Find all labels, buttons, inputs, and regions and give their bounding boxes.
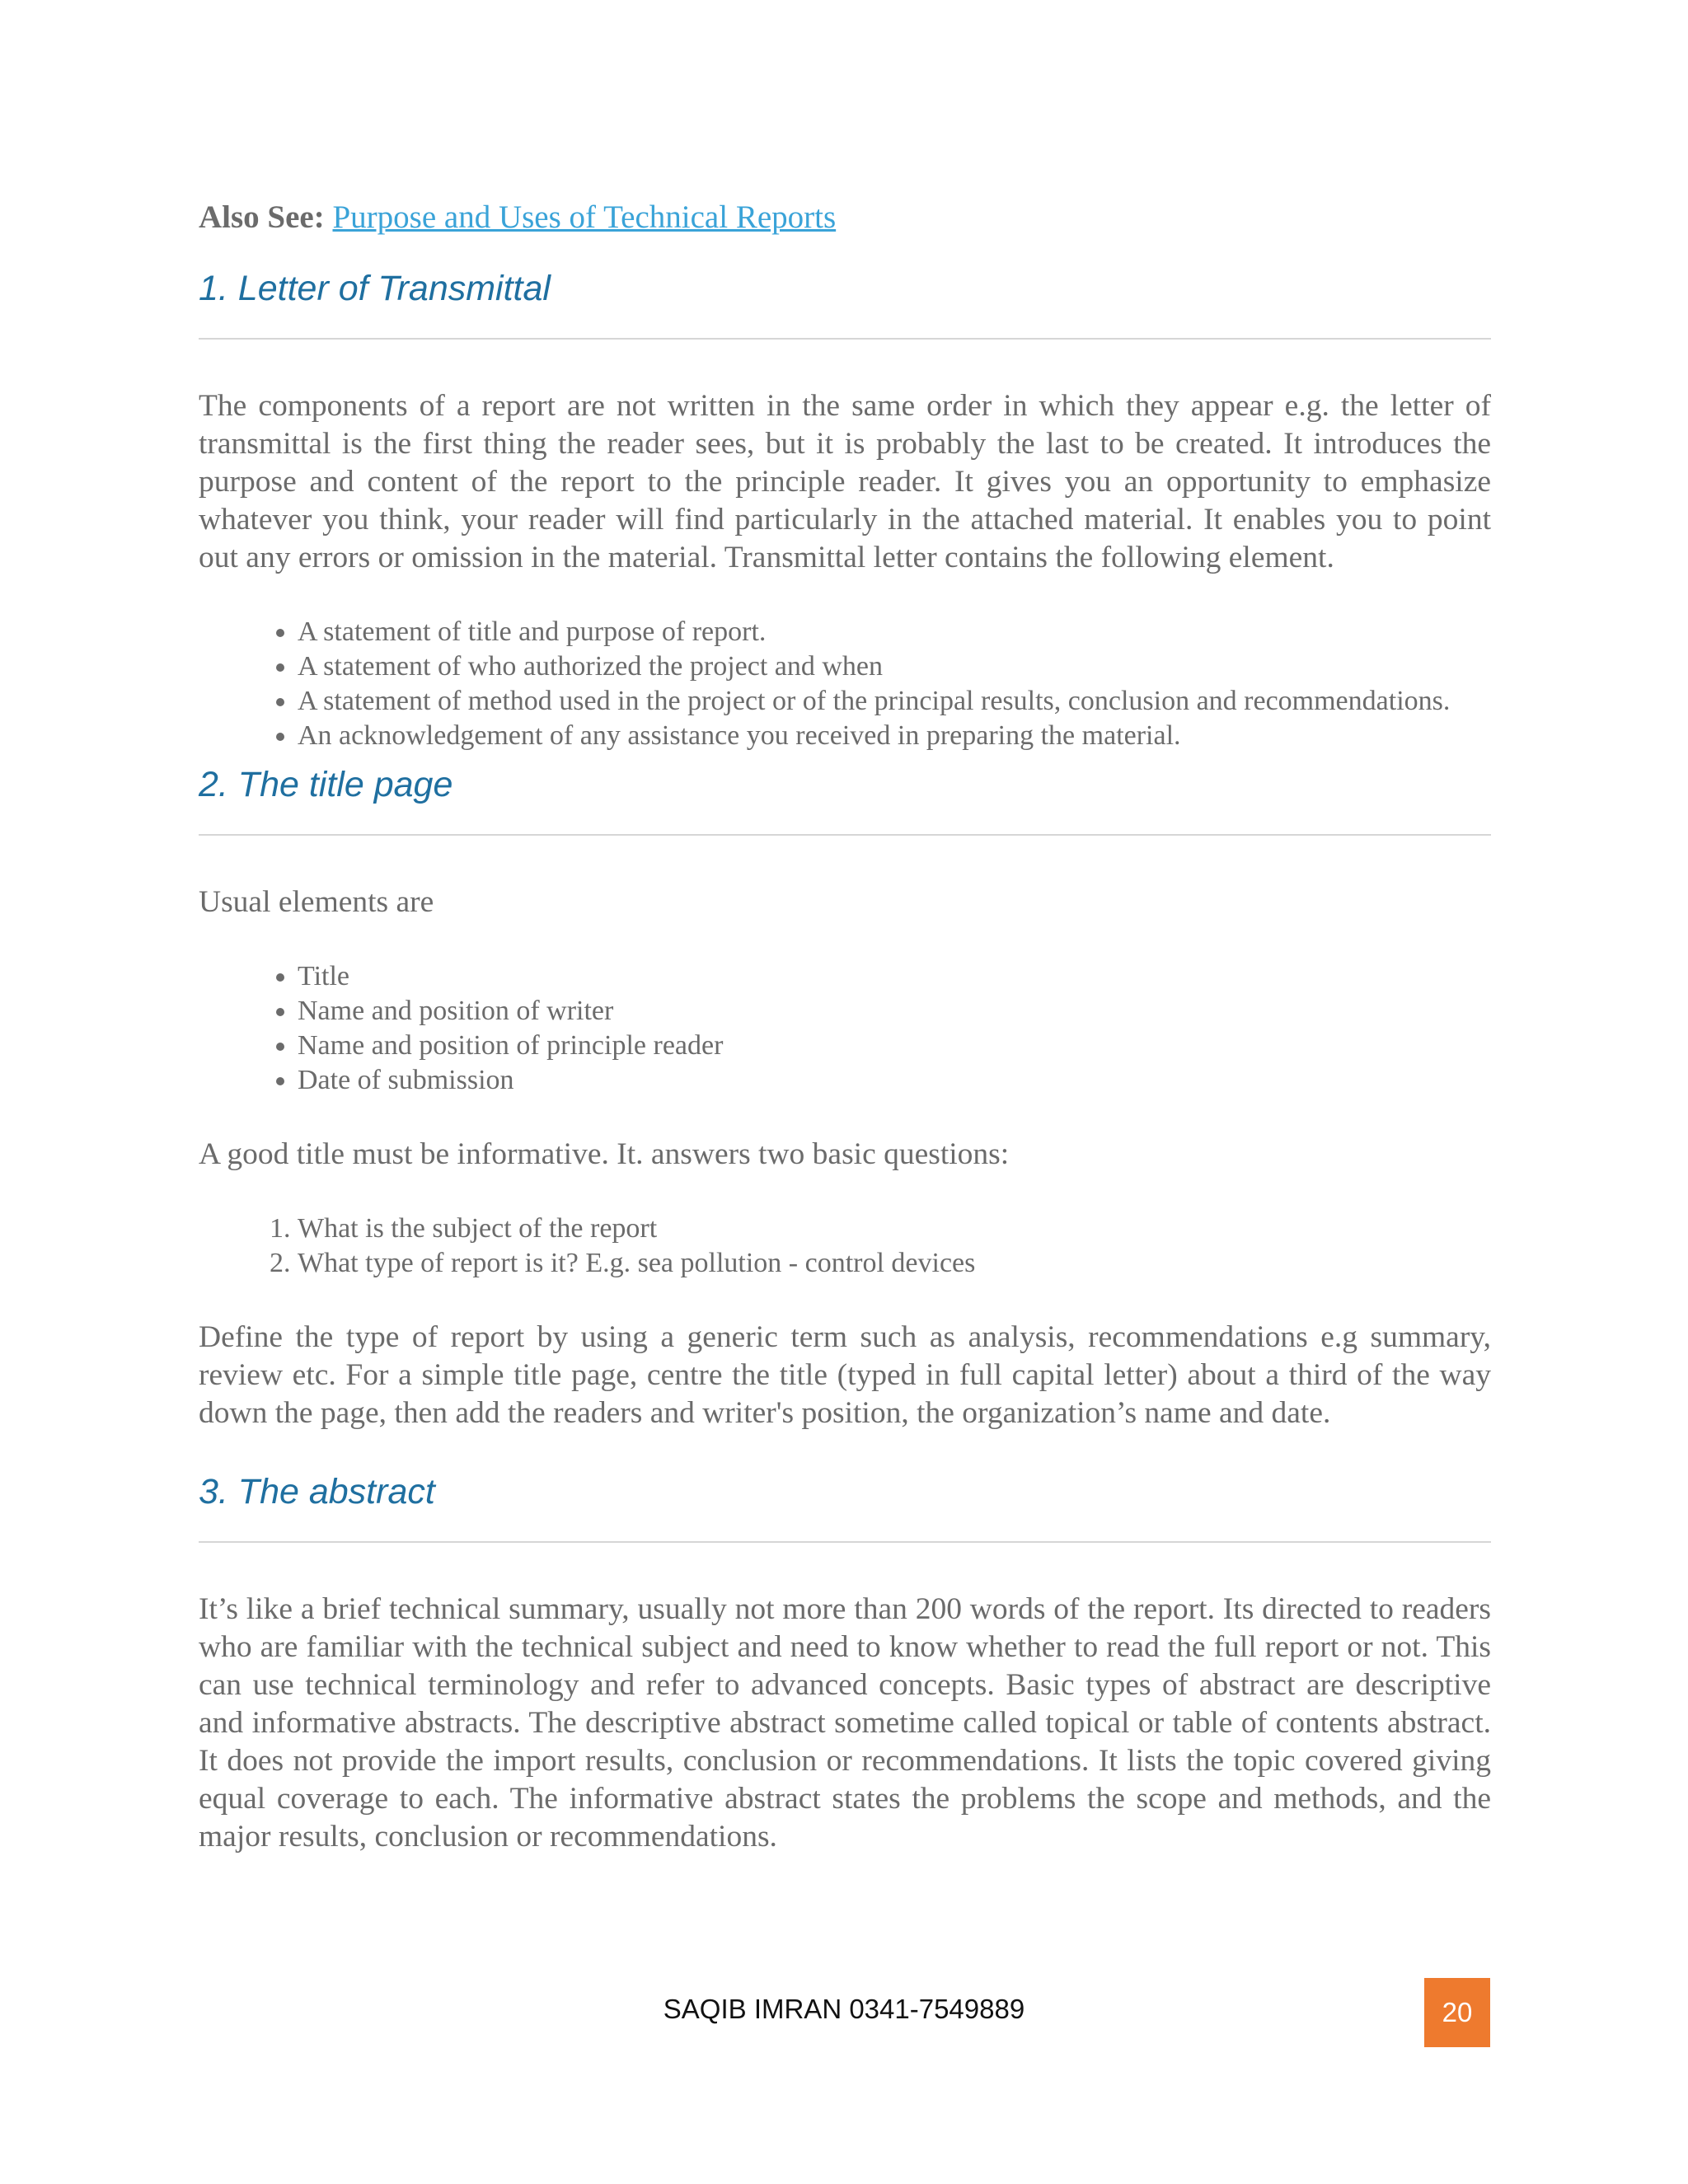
list-item: • An acknowledgement of any assistance you received in preparing the material. bbox=[298, 719, 1491, 753]
title-page-bullet-list bbox=[199, 959, 1491, 1098]
list-item: • Name and position of writer bbox=[298, 994, 1491, 1029]
also-see-link[interactable]: Purpose and Uses of Technical Reports bbox=[332, 199, 837, 235]
good-title-paragraph: A good title must be informative. It. answers two basic questions: bbox=[199, 1137, 1010, 1171]
title-questions-list bbox=[199, 1212, 1491, 1281]
list-item: • Name and position of principle reader bbox=[298, 1029, 1491, 1063]
section-heading-letter-of-transmittal: 1. Letter of Transmittal bbox=[199, 269, 551, 308]
title-page-intro: Usual elements are bbox=[199, 885, 434, 919]
list-item: • Title bbox=[298, 959, 1491, 994]
section-divider bbox=[199, 1541, 1491, 1543]
list-item: • A statement of title and purpose of report. bbox=[298, 615, 1491, 649]
transmittal-bullet-list bbox=[199, 615, 1491, 753]
transmittal-paragraph: The components of a report are not written in the same order in which they appear e.g. the letter of transmittal is the first thing the reader sees, but it is probably the last to be created. It introduces the purpose and content of the report to the principle reader. It gives you an opportunity to emphasize whatever you think, your reader will find particularly in the attached material. It enables you to point out any errors or omission in the material. Transmittal letter contains the following element. bbox=[199, 389, 1491, 574]
footer-author: SAQIB IMRAN 0341-7549889 bbox=[663, 1994, 1025, 2024]
list-item: • A statement of method used in the project or of the principal results, conclusion and recommendations. bbox=[298, 684, 1491, 719]
list-item: 1. What is the subject of the report bbox=[298, 1212, 1491, 1246]
abstract-paragraph: It’s like a brief technical summary, usually not more than 200 words of the report. Its directed to readers who are familiar with the technical subject and need to know whether to read the full report or not. This can use technical terminology and refer to advanced concepts. Basic types of abstract are descriptive and informative abstracts. The descriptive abstract sometime called topical or table of contents abstract. It does not provide the import results, conclusion or recommendations. It lists the topic covered giving equal coverage to each. The informative abstract states the problems the scope and methods, and the major results, conclusion or recommendations. bbox=[199, 1592, 1491, 1854]
list-item: • Date of submission bbox=[298, 1063, 1491, 1098]
page-content bbox=[199, 191, 1491, 1856]
section-heading-abstract: 3. The abstract bbox=[199, 1472, 435, 1511]
section-divider bbox=[199, 338, 1491, 340]
also-see-line bbox=[199, 191, 1491, 244]
section-heading-title-page: 2. The title page bbox=[199, 765, 453, 804]
also-see-label: Also See: bbox=[199, 199, 325, 235]
title-page-definition-paragraph: Define the type of report by using a generic term such as analysis, recommendations e.g summary, review etc. For a simple title page, centre the title (typed in full capital letter) about a third of the way down the page, then add the readers and writer's position, the organization’s name and date. bbox=[199, 1320, 1491, 1430]
list-item: • A statement of who authorized the project and when bbox=[298, 649, 1491, 684]
list-item: 2. What type of report is it? E.g. sea pollution - control devices bbox=[298, 1246, 1491, 1281]
section-divider bbox=[199, 834, 1491, 836]
page-number-badge: 20 bbox=[1424, 1978, 1490, 2047]
